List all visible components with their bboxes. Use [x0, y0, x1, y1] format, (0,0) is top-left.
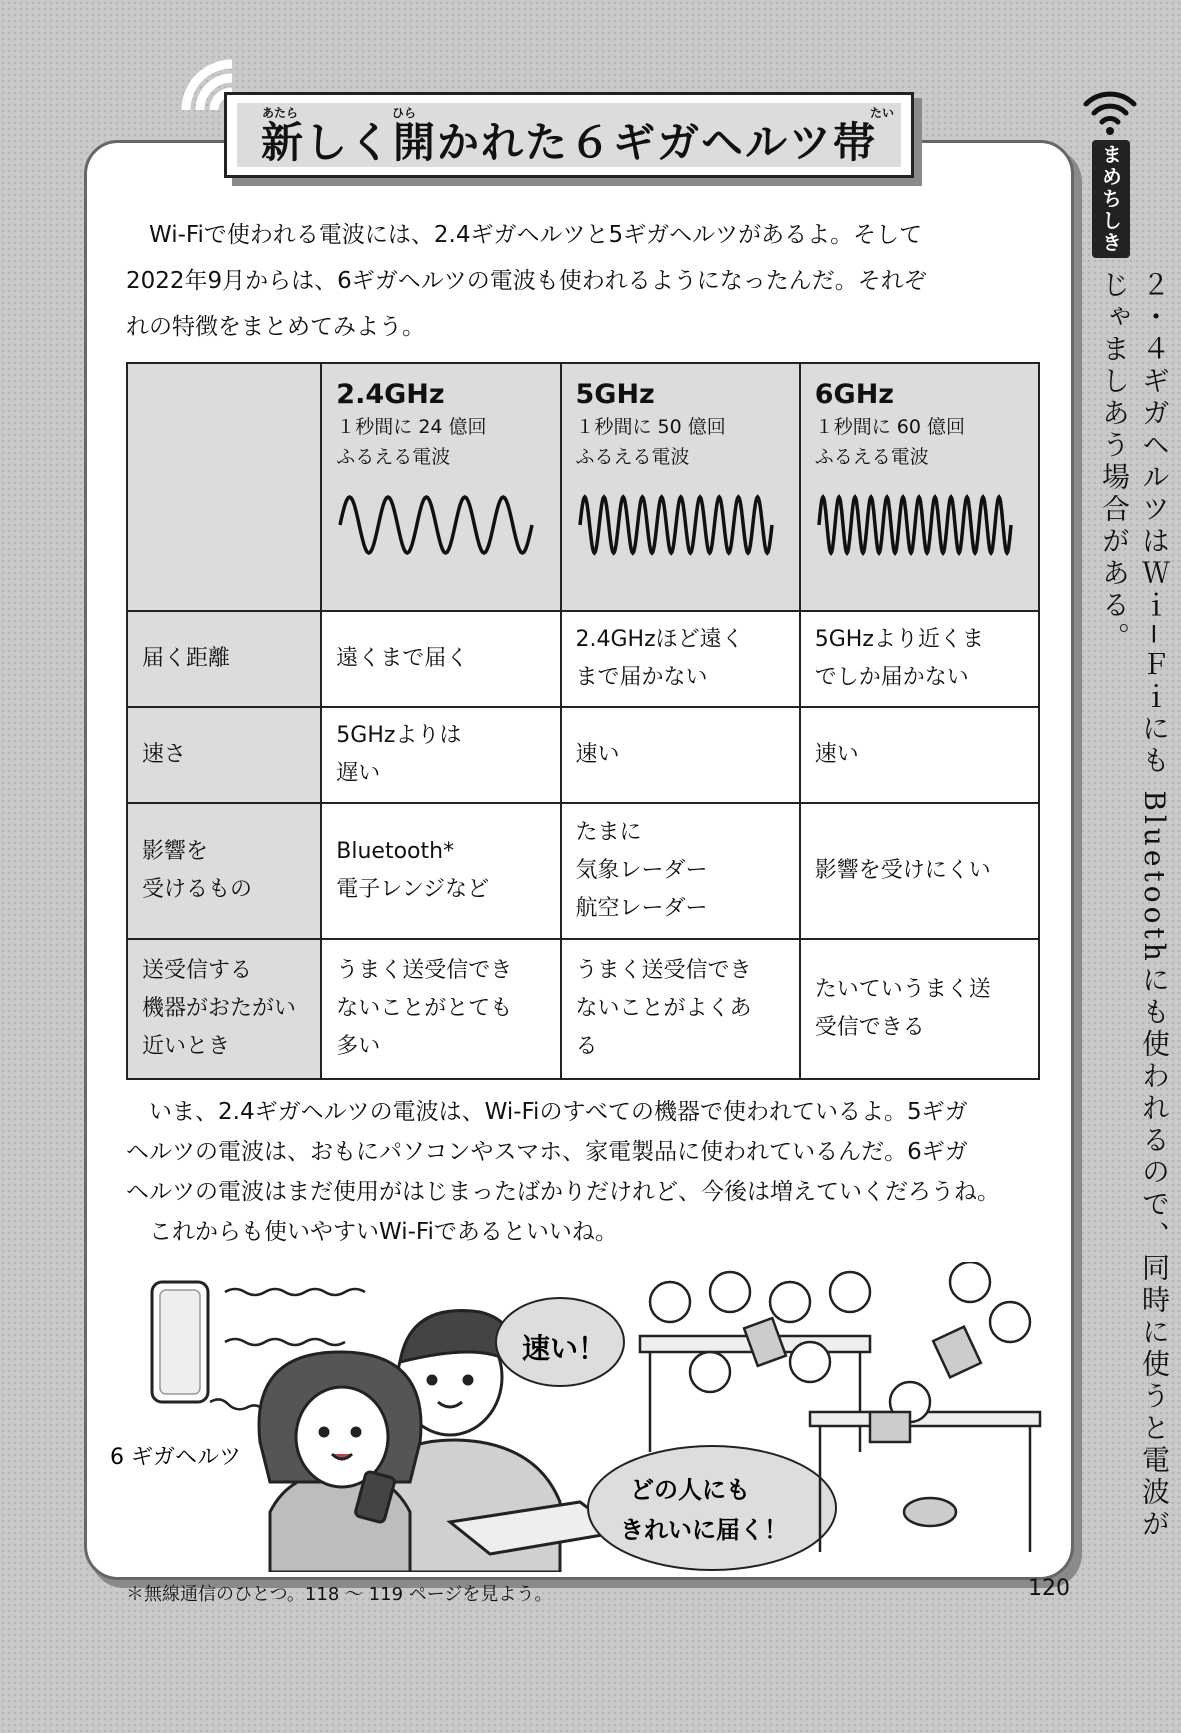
table-cell: うまく送受信でき ないことがよくあ る: [561, 939, 800, 1079]
table-cell: たまに 気象レーダー 航空レーダー: [561, 803, 800, 939]
table-cell: 5GHzより近くま でしか届かない: [800, 611, 1039, 707]
wave-24-icon: [336, 490, 536, 560]
outro-line: これからも使いやすいWi-Fiであるといいね。: [149, 1219, 618, 1245]
title-inner: [237, 103, 901, 167]
intro-paragraph: [126, 212, 1046, 350]
wave-6-icon: [815, 490, 1015, 560]
mamechishiki-label: まめちしき: [1092, 140, 1130, 258]
intro-line: 2022年9月からは、6ギガヘルツの電波も使われるようになったんだ。それぞ: [126, 268, 927, 294]
band-frequency: １秒間に 50 億回: [575, 416, 726, 438]
table-cell: Bluetooth* 電子レンジなど: [321, 803, 560, 939]
outro-line: いま、2.4ギガヘルツの電波は、Wi-Fiのすべての機器で使われているよ。5ギガ: [149, 1099, 968, 1125]
table-header-row: [127, 363, 1039, 611]
girl-figure: [259, 1352, 421, 1572]
table-cell: 遠くまで届く: [321, 611, 560, 707]
table-cell: たいていうまく送 受信できる: [800, 939, 1039, 1079]
row-head-speed: 速さ: [127, 707, 321, 803]
table-cell: うまく送受信でき ないことがとても 多い: [321, 939, 560, 1079]
title-box: [224, 92, 914, 178]
corner-cell: [127, 363, 321, 611]
table-row: [127, 803, 1039, 939]
title-ruby: ひら: [392, 106, 417, 120]
bubble-reach-line2: きれいに届く！: [620, 1516, 788, 1544]
table-row: [127, 939, 1039, 1079]
outro-line: ヘルツの電波はまだ使用がはじまったばかりだけれど、今後は増えていくだろうね。: [126, 1179, 1000, 1205]
band-header-6: [800, 363, 1039, 611]
bubble-reach-line1: どの人にも: [630, 1476, 750, 1504]
bubble-reach: [588, 1446, 836, 1570]
row-head-interference: 影響を 受けるもの: [127, 803, 321, 939]
band-name: 5GHz: [575, 379, 655, 410]
intro-line: れの特徴をまとめてみよう。: [126, 314, 425, 340]
wifi-icon: [1082, 86, 1138, 138]
band-header-5: [561, 363, 800, 611]
title-ruby: たい: [870, 106, 895, 120]
bubble-fast: [496, 1298, 624, 1386]
illustration: [110, 1262, 1050, 1572]
router-icon: [152, 1282, 208, 1402]
band-description: ふるえる電波: [336, 446, 451, 468]
page-number: 120: [1028, 1576, 1070, 1601]
title-ruby: あたら: [262, 106, 299, 120]
table-cell: 5GHzよりは 遅い: [321, 707, 560, 803]
band-description: ふるえる電波: [575, 446, 690, 468]
router-label: 6 ギガヘルツ: [110, 1445, 241, 1470]
side-note: ２・４ギガヘルツはＷｉ−Ｆｉにも Bluetoothにも使われるので、同時に使うと電波がじゃましあう場合がある。: [1098, 270, 1171, 1541]
table-cell: 2.4GHzほど遠く まで届かない: [561, 611, 800, 707]
table-row: [127, 611, 1039, 707]
band-description: ふるえる電波: [814, 446, 929, 468]
table-row: [127, 707, 1039, 803]
table-cell: 速い: [800, 707, 1039, 803]
page-title: 新しく開かれた６ギガヘルツ帯: [260, 118, 877, 167]
table-cell: 速い: [561, 707, 800, 803]
wifi-band-table: [126, 362, 1040, 1080]
intro-line: Wi-Fiで使われる電波には、2.4ギガヘルツと5ギガヘルツがあるよ。そして: [149, 222, 923, 248]
outro-paragraph: [126, 1092, 1056, 1252]
outro-line: ヘルツの電波は、おもにパソコンやスマホ、家電製品に使われているんだ。6ギガ: [126, 1139, 968, 1165]
band-name: 2.4GHz: [336, 379, 445, 410]
footnote: ＊無線通信のひとつ。118 〜 119 ページを見よう。: [126, 1584, 553, 1605]
band-frequency: １秒間に 24 億回: [336, 416, 487, 438]
band-frequency: １秒間に 60 億回: [814, 416, 966, 438]
band-header-24: [321, 363, 560, 611]
band-name: 6GHz: [814, 379, 895, 410]
wave-5-icon: [576, 490, 776, 560]
row-head-distance: 届く距離: [127, 611, 321, 707]
row-head-nearby: 送受信する 機器がおたがい 近いとき: [127, 939, 321, 1079]
table-cell: 影響を受けにくい: [800, 803, 1039, 939]
bubble-fast-text: 速い！: [522, 1332, 607, 1365]
